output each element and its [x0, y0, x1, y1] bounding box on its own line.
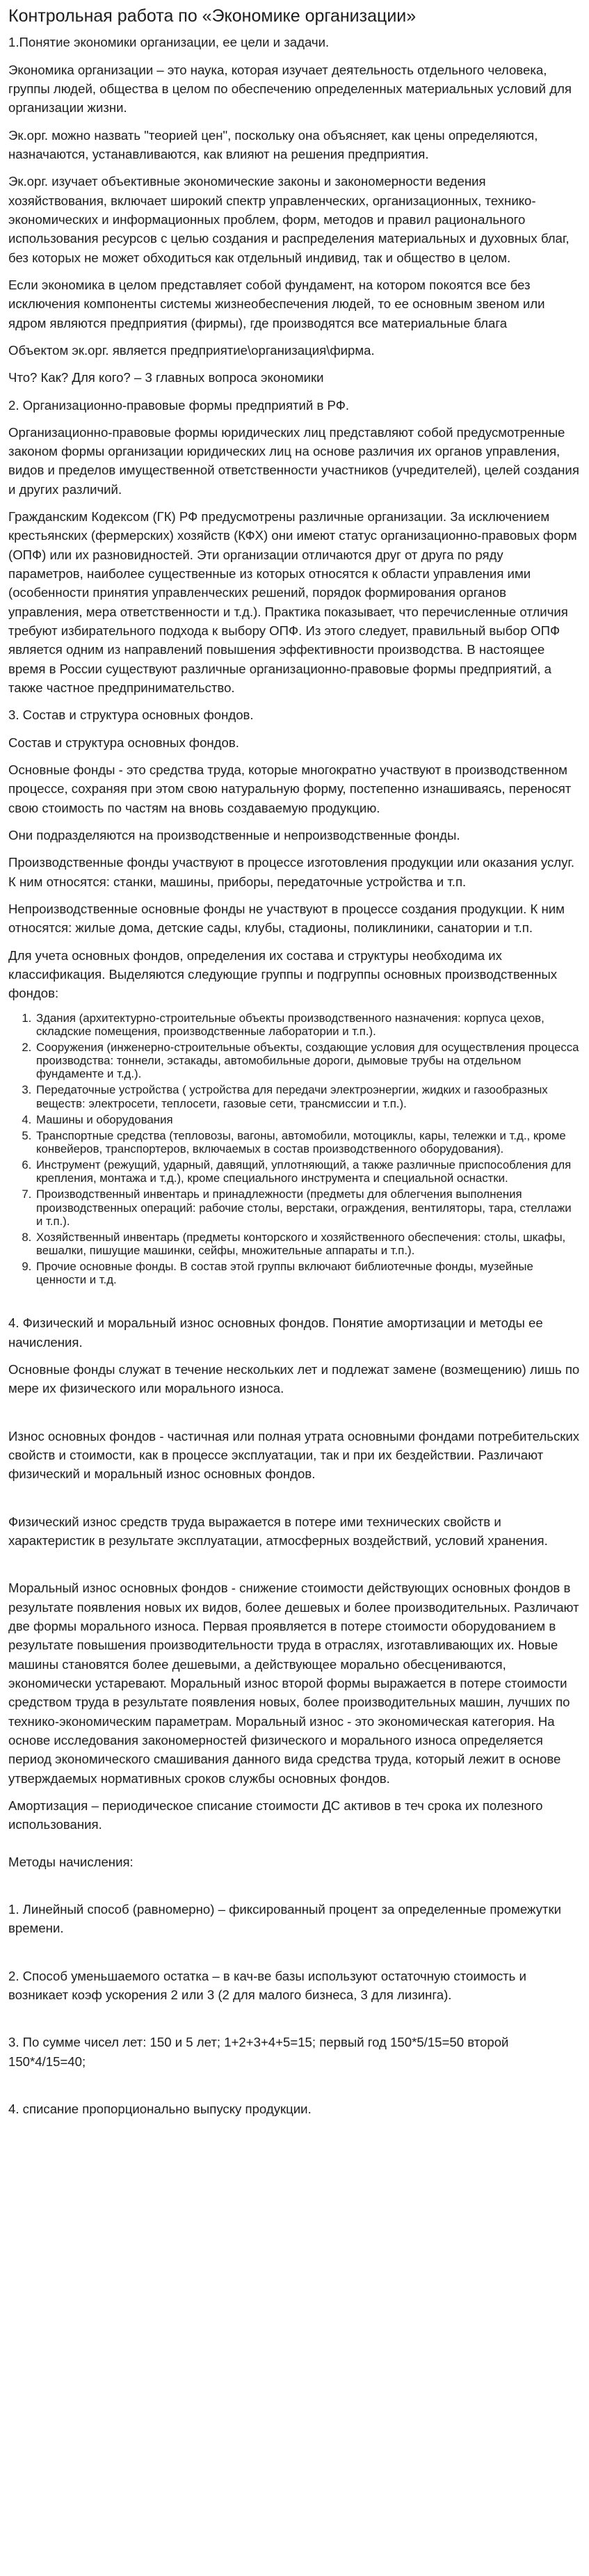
list-item: 8. Хозяйственный инвентарь (предметы конторского и хозяйственного обеспечения: столы, шкафы, вешалки, пишущие машинки, сейфы, множительные аппараты и т.п.).: [35, 1231, 581, 1257]
section-heading-1: 1.Понятие экономики организации, ее цели и задачи.: [8, 35, 330, 50]
spacer: [8, 1558, 581, 1578]
list-item: 7. Производственный инвентарь и принадлежности (предметы для облегчения выполнения производственных операций: рабочие столы, верстаки, ограждения, вентиляторы, тара, стеллажи и т.п.).: [35, 1187, 581, 1227]
document-title: Контрольная работа по «Экономике организации»: [8, 6, 417, 26]
method-item: 3. По сумме чисел лет: 150 и 5 лет; 1+2+3+4+5=15; первый год 150*5/15=50 второй 150*4/15=40;: [8, 2035, 509, 2069]
fund-groups-list: [8, 1011, 581, 1287]
paragraph: Если экономика в целом представляет собой фундамент, на котором покоятся все без исключения компоненты системы жизнеобеспечения людей, то ее основным звеном или ядром являются предприятия (фирмы), где производятся все материальные блага: [8, 277, 545, 330]
list-item: 4. Машины и оборудования: [35, 1113, 581, 1126]
paragraph: Организационно-правовые формы юридических лиц представляют собой предусмотренные законом формы организации юридических лиц на основе различия их органов управления, видов и пределов имущественной ответственности участников (учредителей), целей создания и других различий.: [8, 424, 579, 497]
section-heading-4: 4. Физический и моральный износ основных фондов. Понятие амортизации и методы ее начисления.: [8, 1315, 543, 1350]
list-item: 2. Сооружения (инженерно-строительные объекты, создающие условия для осуществления процесса производства: тоннели, эстакады, автомобильные дороги, дымовые трубы на отдельном фундаменте и т.д.).: [35, 1041, 581, 1080]
paragraph: Объектом эк.орг. является предприятие\организация\фирма.: [8, 342, 375, 358]
paragraph: Эк.орг. можно назвать "теорией цен", поскольку она объясняет, как цены определяются, назначаются, устанавливаются, как влияют на решения предприятия.: [8, 127, 538, 161]
paragraph: Состав и структура основных фондов.: [8, 735, 239, 750]
spacer: [8, 1407, 581, 1427]
method-item: 4. списание пропорционально выпуску продукции.: [8, 2101, 312, 2116]
list-item: 9. Прочие основные фонды. В состав этой группы включают библиотечные фонды, музейные ценности и т.д.: [35, 1260, 581, 1286]
paragraph: Экономика организации – это наука, которая изучает деятельность отдельного человека, группы людей, общества в целом по обеспечению определенных материальных условий для организации жизни.: [8, 62, 572, 115]
spacer: [8, 2013, 581, 2033]
paragraph: Износ основных фондов - частичная или полная утрата основными фондами потребительских свойств и стоимости, как в процессе эксплуатации, так и при их бездействии. Различают физический и моральный износ основных фондов.: [8, 1428, 580, 1482]
section-heading-2: 2. Организационно-правовые формы предприятий в РФ.: [8, 397, 350, 413]
paragraph: Производственные фонды участвуют в процессе изготовления продукции или оказания услуг. К ним относятся: станки, машины, приборы, передаточные устройства и т.п.: [8, 855, 575, 889]
paragraph: Что? Как? Для кого? – 3 главных вопроса экономики: [8, 370, 324, 385]
list-item: 5. Транспортные средства (тепловозы, вагоны, автомобили, мотоциклы, кары, тележки и т.д., кроме конвейеров, транспортеров, включаемых в состав производственного оборудования).: [35, 1129, 581, 1155]
spacer: [8, 1293, 581, 1313]
spacer: [8, 1843, 581, 1853]
section-heading-3: 3. Состав и структура основных фондов.: [8, 707, 254, 723]
method-item: 1. Линейный способ (равномерно) – фиксированный процент за определенные промежутки времени.: [8, 1901, 561, 1936]
list-item: 6. Инструмент (режущий, ударный, давящий, уплотняющий, а также различные приспособления для крепления, монтажа и т.д.), кроме специального инструмента и специальной оснастки.: [35, 1158, 581, 1185]
paragraph: Для учета основных фондов, определения их состава и структуры необходима их классификация. Выделяются следующие группы и подгруппы основных производственных фондов:: [8, 947, 558, 1001]
paragraph: Они подразделяются на производственные и непроизводственные фонды.: [8, 828, 460, 843]
paragraph: Непроизводственные основные фонды не участвуют в процессе создания продукции. К ним относятся: жилые дома, детские сады, клубы, стадионы, поликлиники, санатории и т.п.: [8, 902, 565, 936]
paragraph: Гражданским Кодексом (ГК) РФ предусмотрены различные организации. За исключением крестьянских (фермерских) хозяйств (КФХ) они имеют статус организационно-правовых форм (ОПФ) или их разновидностей. Эти организации отличаются друг от друга по ряду параметров, наиболее существенные из которых относятся к области управления ими (особенности принятия управленческих решений, порядок формирования органов управления, мера ответственности и т.д.). Практика показывает, что перечисленные отличия требуют избирательного подхода к выбору ОПФ. Из этого следует, правильный выбор ОПФ является одним из направлений повышения эффективности производства. В настоящее время в России существуют различные организационно-правовые формы предприятий, а также частное предпринимательство.: [8, 509, 577, 696]
paragraph: Физический износ средств труда выражается в потере ими технических свойств и характеристик в результате эксплуатации, атмосферных воздействий, условий хранения.: [8, 1514, 548, 1548]
paragraph: Моральный износ основных фондов - снижение стоимости действующих основных фондов в результате появления новых их видов, более дешевых и более производительных. Различают две формы морального износа. Первая проявляется в потере стоимости оборудованием в результате повышения производительности труда в отраслях, изготавливающих их. Новые машины становятся более дешевыми, а действующее моральнo обесцениваются, экономически устаревают. Моральный износ второй формы выражается в потере стоимости средством труда в результате появления новых, более производительных машин, лучших по технико-экономическим параметрам. Моральный износ - это экономическая категория. На основе исследования закономерностей физического и морального износа определяется период экономического смашивания данного вида средства труда, который лежит в основе утверждаемых нормативных сроков службы основных фондов.: [8, 1581, 579, 1786]
paragraph: Методы начисления:: [8, 1854, 134, 1869]
spacer: [8, 1492, 581, 1512]
list-item: 1. Здания (архитектурно-строительные объекты производственного назначения: корпуса цехов, складские помещения, производственные лаборатории и т.п.).: [35, 1011, 581, 1038]
paragraph: Амортизация – периодическое списание стоимости ДС активов в теч срока их полезного использования.: [8, 1798, 543, 1832]
paragraph: Эк.орг. изучает объективные экономические законы и закономерности ведения хозяйствования, включает широкий спектр управленческих, организационных, технико-экономических и информационных проблем, форм, методов и правил рационального использования ресурсов с целью создания и распределения материальных и духовных благ, без которых не может обходиться как отдельный индивид, так и общество в целом.: [8, 174, 570, 265]
spacer: [8, 1880, 581, 1900]
spacer: [8, 1946, 581, 1967]
paragraph: Основные фонды служат в течение нескольких лет и подлежат замене (возмещению) лишь по мере их физического или морального износа.: [8, 1362, 580, 1396]
method-item: 2. Способ уменьшаемого остатка – в кач-ве базы используют остаточную стоимость и возникает коэф ускорения 2 или 3 (2 для малого бизнеса, 3 для лизинга).: [8, 1968, 526, 2002]
paragraph: Основные фонды - это средства труда, которые многократно участвуют в производственном процессе, сохраняя при этом свою натуральную форму, постепенно изнашиваясь, переносят свою стоимость по частям на вновь создаваемую продукцию.: [8, 762, 572, 815]
list-item: 3. Передаточные устройства ( устройства для передачи электроэнергии, жидких и газообразных веществ: электросети, теплосети, газовые сети, трансмиссии и т.п.).: [35, 1083, 581, 1110]
spacer: [8, 2079, 581, 2099]
